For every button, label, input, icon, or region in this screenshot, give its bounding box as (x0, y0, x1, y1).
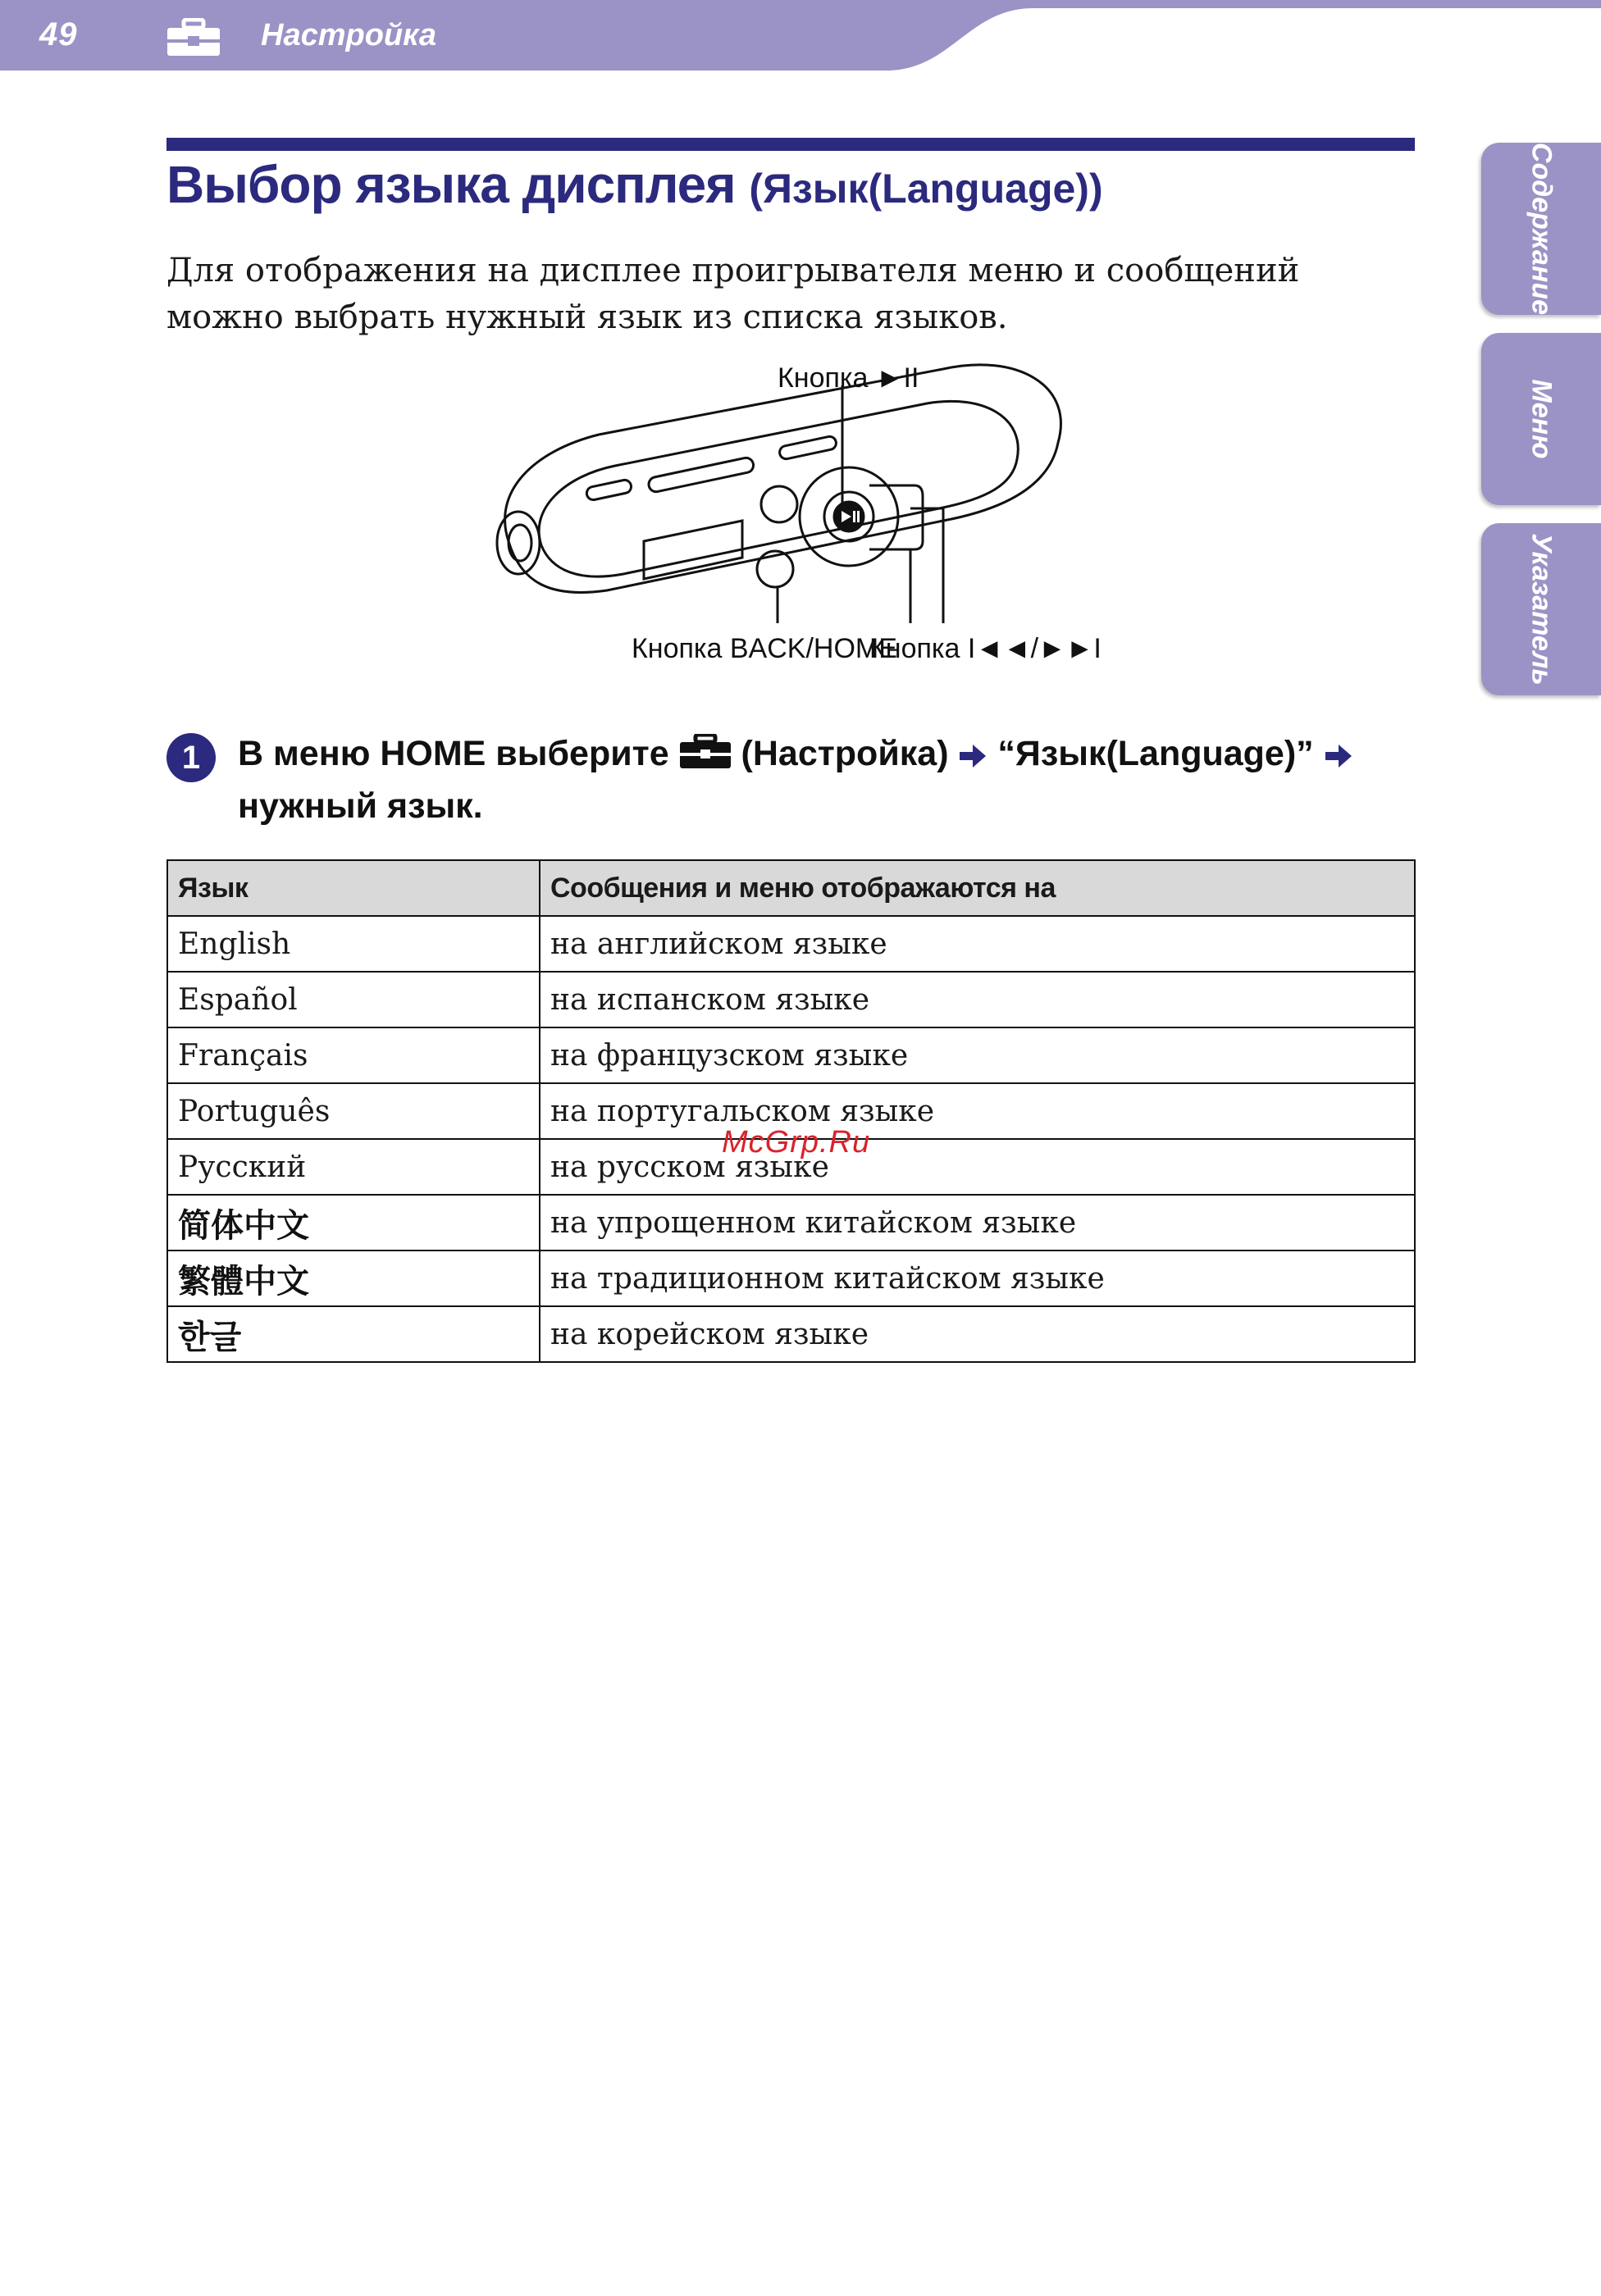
step-part3: “Язык(Language)” (997, 734, 1314, 773)
language-cell: Português (167, 1083, 540, 1139)
page-title-main: Выбор языка дисплея (166, 155, 736, 214)
player-illustration (484, 353, 1107, 648)
language-cell: 简体中文 (167, 1195, 540, 1250)
page-header (0, 0, 1601, 71)
intro-paragraph: Для отображения на дисплее проигрывателя меню и сообщений можно выбрать нужный язык из списка языков. (166, 252, 1300, 336)
table-row (167, 972, 1415, 1027)
language-cell: Français (167, 1027, 540, 1083)
table-header-row (167, 860, 1415, 916)
tab-contents-label: Содержание (1526, 142, 1558, 316)
table-row (167, 916, 1415, 972)
language-cell: English (167, 916, 540, 972)
language-cell: Español (167, 972, 540, 1027)
step-part2: (Настройка) (741, 734, 949, 773)
step-part4: нужный язык. (238, 786, 483, 826)
table-row (167, 1027, 1415, 1083)
step-instruction (238, 730, 1419, 830)
description-cell: на корейском языке (540, 1306, 1415, 1362)
toolbox-icon (679, 734, 732, 782)
tab-index-label: Указатель (1526, 533, 1558, 686)
play-button-callout: Кнопка ►II (778, 362, 919, 394)
language-cell: Русский (167, 1139, 540, 1195)
header-band (0, 0, 1601, 71)
back-home-button-callout: Кнопка BACK/HOME (632, 633, 897, 664)
column-header-language: Язык (167, 860, 540, 916)
language-cell: 한글 (167, 1306, 540, 1362)
description-cell: на французском языке (540, 1027, 1415, 1083)
step-number-badge: 1 (166, 733, 216, 782)
table-row (167, 1250, 1415, 1306)
tab-index[interactable] (1481, 523, 1601, 695)
language-table (166, 859, 1416, 1363)
tab-menu[interactable] (1481, 333, 1601, 505)
table-row (167, 1195, 1415, 1250)
description-cell: на португальском языке (540, 1083, 1415, 1139)
tab-menu-label: Меню (1526, 379, 1558, 459)
page-number: 49 (39, 16, 78, 52)
description-cell: на русском языке (540, 1139, 1415, 1195)
column-header-display: Сообщения и меню отображаются на (540, 860, 1415, 916)
arrow-right-icon (1324, 735, 1353, 782)
description-cell: на традиционном китайском языке (540, 1250, 1415, 1306)
description-cell: на испанском языке (540, 972, 1415, 1027)
description-cell: на упрощенном китайском языке (540, 1195, 1415, 1250)
title-rule (166, 138, 1415, 151)
tab-contents[interactable] (1481, 143, 1601, 315)
page-title-sub: (Язык(Language)) (749, 166, 1103, 212)
arrow-right-icon (958, 735, 988, 782)
skip-buttons-callout: Кнопка I◄◄/►►I (869, 633, 1102, 664)
language-cell: 繁體中文 (167, 1250, 540, 1306)
section-title: Настройка (261, 18, 436, 52)
step-part1: В меню HOME выберите (238, 734, 669, 773)
page-title (166, 154, 1103, 215)
description-cell: на английском языке (540, 916, 1415, 972)
watermark: McGrp.Ru (722, 1125, 871, 1159)
table-row (167, 1306, 1415, 1362)
